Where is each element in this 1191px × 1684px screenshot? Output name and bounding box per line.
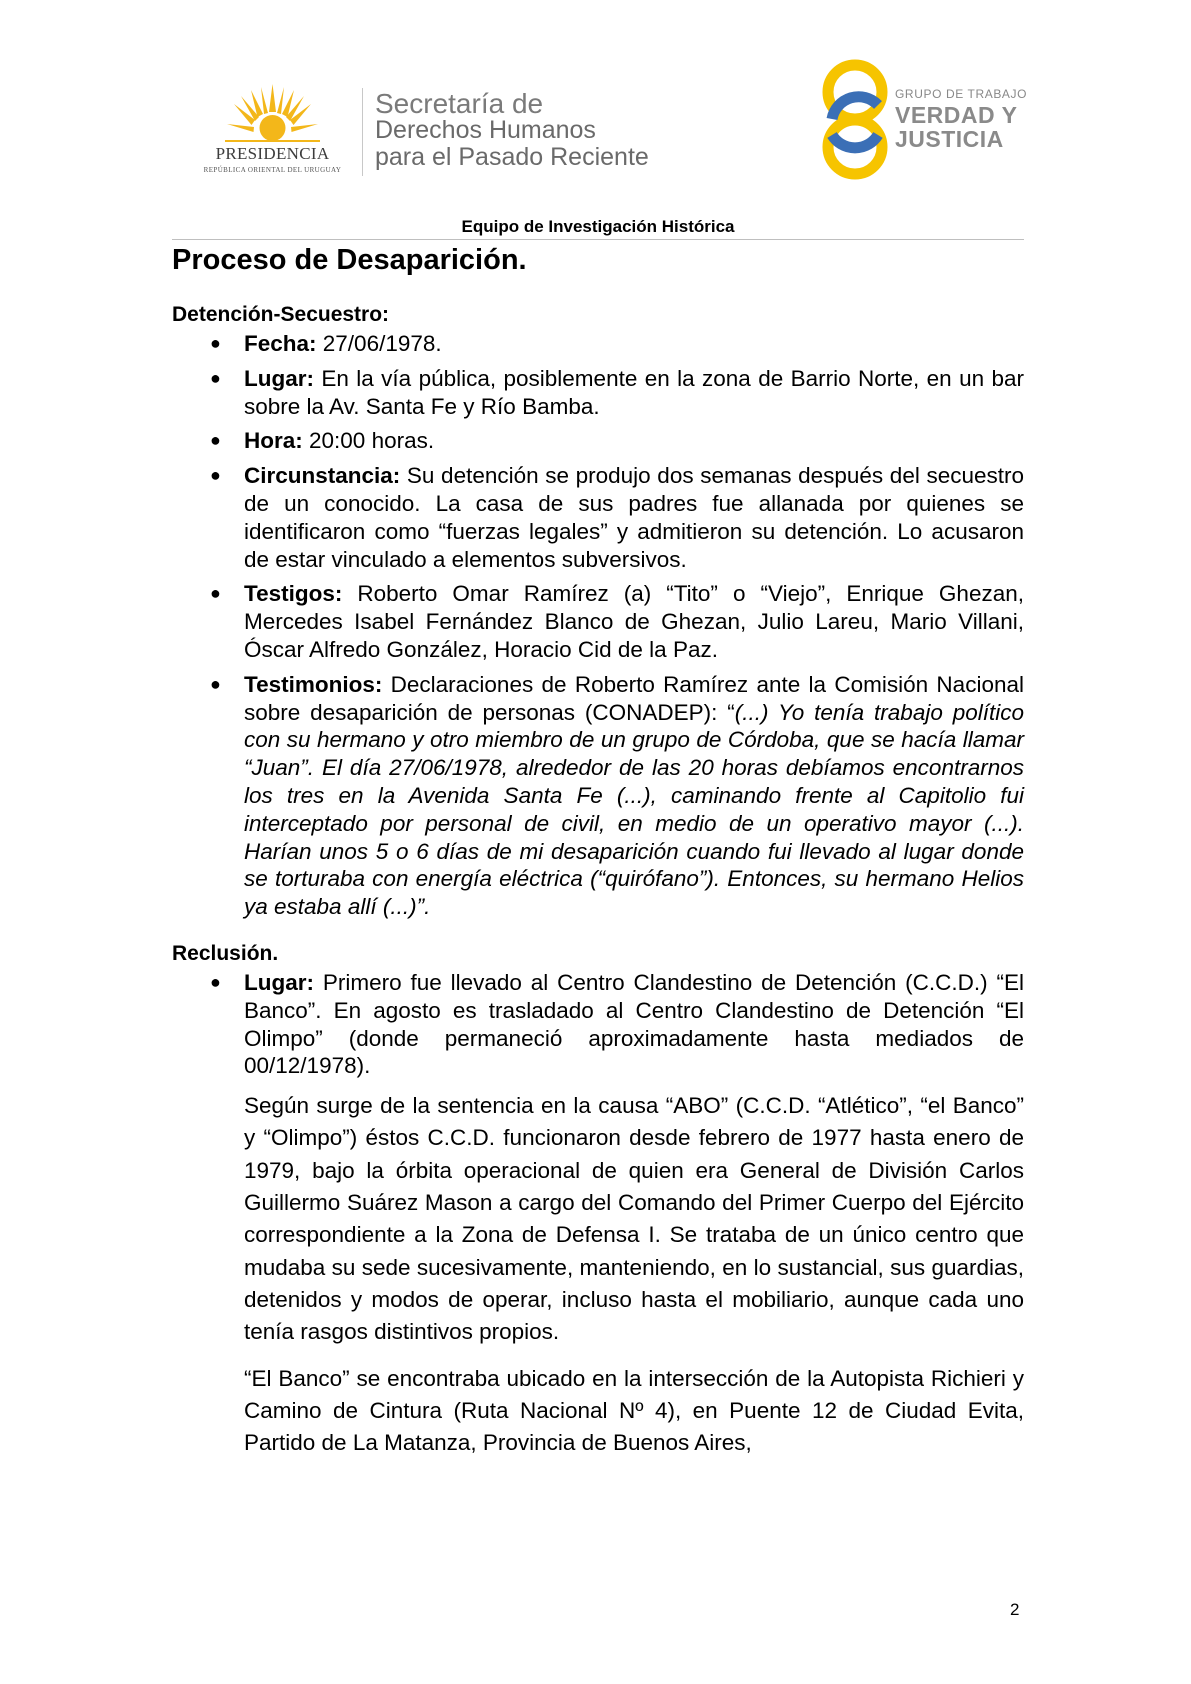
interlocking-rings-icon xyxy=(818,55,893,185)
list-item-circunstancia xyxy=(172,462,1024,573)
grupo-line-1: GRUPO DE TRABAJO xyxy=(895,87,1028,101)
secretaria-line-1: Secretaría de xyxy=(375,88,544,119)
item-text: 20:00 horas. xyxy=(302,428,435,454)
detencion-list xyxy=(172,330,1024,921)
item-text: Primero fue llevado al Centro Clandestino de Detención (C.C.D.) “El Banco”. En agosto es trasladado al Centro Clandestino de Detención “El Olimpo” (donde permaneció aproximadamente hasta mediados de 00/12/1978). xyxy=(244,969,1024,1079)
item-label: Testigos: xyxy=(244,581,343,607)
grupo-line-3: JUSTICIA xyxy=(895,126,1004,152)
testimony-quote: (...) Yo tenía trabajo político con su hermano y otro miembro de un grupo de Córdoba, que se hacía llamar “Juan”. El día 27/06/1978, alrededor de las 20 horas debíamos encontrarnos los tres en la Avenida Santa Fe (...), caminando frente al Capitolio fui interceptado por personal de civil, en medio de un operativo mayor (...). Harían unos 5 o 6 días de mi desaparición cuando fui llevado al lugar donde se torturaba con energía eléctrica (“quirófano”). Entonces, su hermano Helios ya estaba allí (...)”. xyxy=(244,699,1025,920)
list-item-testigos xyxy=(172,580,1024,663)
item-text: 27/06/1978. xyxy=(316,331,442,356)
bullet-icon: ● xyxy=(210,673,221,694)
running-head: Equipo de Investigación Histórica xyxy=(461,217,735,236)
reclusion-list xyxy=(172,969,1024,1080)
presidencia-subtitle: REPÚBLICA ORIENTAL DEL URUGUAY xyxy=(203,166,342,174)
secretaria-line-2: Derechos Humanos xyxy=(375,116,596,144)
section-heading-detencion: Detención-Secuestro: xyxy=(172,303,390,326)
item-label: Circunstancia: xyxy=(244,463,401,489)
item-label: Hora: xyxy=(244,428,303,454)
item-text: En la vía pública, posiblemente en la zona de Barrio Norte, en un bar sobre la Av. Santa Fe y Río Bamba. xyxy=(244,365,1024,419)
section-heading-reclusion: Reclusión. xyxy=(172,941,279,965)
grupo-line-2: VERDAD Y xyxy=(895,102,1018,128)
document-body xyxy=(172,238,1024,1459)
logo-divider xyxy=(362,88,363,176)
page-number: 2 xyxy=(1010,1600,1020,1619)
presidencia-name: PRESIDENCIA xyxy=(215,144,330,163)
item-text: Su detención se produjo dos semanas después del secuestro de un conocido. La casa de sus padres fue allanada por quienes se identificaron como “fuerzas legales” y admitieron su detención. Lo acusaron de estar vinculado a elementos subversivos. xyxy=(244,463,1024,572)
bullet-icon: ● xyxy=(210,465,221,486)
paragraph-sentencia: Según surge de la sentencia en la causa “ABO” (C.C.D. “Atlético”, “el Banco” y “Olimpo”) éstos C.C.D. funcionaron desde febrero de 1977 hasta enero de 1979, bajo la órbita operacional de quien era General de División Carlos Guillermo Suárez Mason a cargo del Comando del Primer Cuerpo del Ejército correspondiente a la Zona de Defensa I. Se trataba de un único centro que mudaba su sede sucesivamente, manteniendo, en lo sustancial, sus guardias, detenidos y modos de operar, incluso hasta el mobiliario, aunque cada uno tenía rasgos distintivos propios. xyxy=(244,1093,1024,1345)
bullet-icon: ● xyxy=(210,971,221,992)
item-label: Lugar: xyxy=(244,969,314,995)
bullet-icon: ● xyxy=(210,367,221,388)
presidencia-logo xyxy=(195,82,350,182)
item-label: Fecha: xyxy=(244,331,317,356)
item-text: Declaraciones de Roberto Ramírez ante la Comisión Nacional sobre desaparición de personas (CONADEP): “ xyxy=(244,671,1024,725)
bullet-icon: ● xyxy=(210,430,221,451)
list-item-hora xyxy=(172,427,1024,455)
item-label: Testimonios: xyxy=(244,671,383,697)
item-text: Roberto Omar Ramírez (a) “Tito” o “Viejo”, Enrique Ghezan, Mercedes Isabel Fernández Blanco de Ghezan, Julio Lareu, Mario Villani, Óscar Alfredo González, Horacio Cid de la Paz. xyxy=(244,581,1024,662)
list-item-lugar xyxy=(172,365,1024,421)
page-title: Proceso de Desaparición. xyxy=(172,244,527,276)
secretaria-logo-text xyxy=(375,90,649,171)
bullet-icon: ● xyxy=(210,333,221,353)
paragraph-el-banco: “El Banco” se encontraba ubicado en la intersección de la Autopista Richieri y Camino de Cintura (Ruta Nacional Nº 4), en Puente 12 de Ciudad Evita, Partido de La Matanza, Provincia de Buenos Aires, xyxy=(244,1365,1024,1456)
list-item-lugar-reclusion xyxy=(172,969,1024,1080)
item-label: Lugar: xyxy=(244,365,314,391)
bullet-icon: ● xyxy=(210,583,221,604)
grupo-trabajo-logo xyxy=(818,55,1028,185)
sun-emblem-icon xyxy=(225,82,320,144)
secretaria-line-3: para el Pasado Reciente xyxy=(375,143,649,171)
list-item-testimonios xyxy=(172,671,1024,921)
list-item-fecha xyxy=(172,330,1024,358)
